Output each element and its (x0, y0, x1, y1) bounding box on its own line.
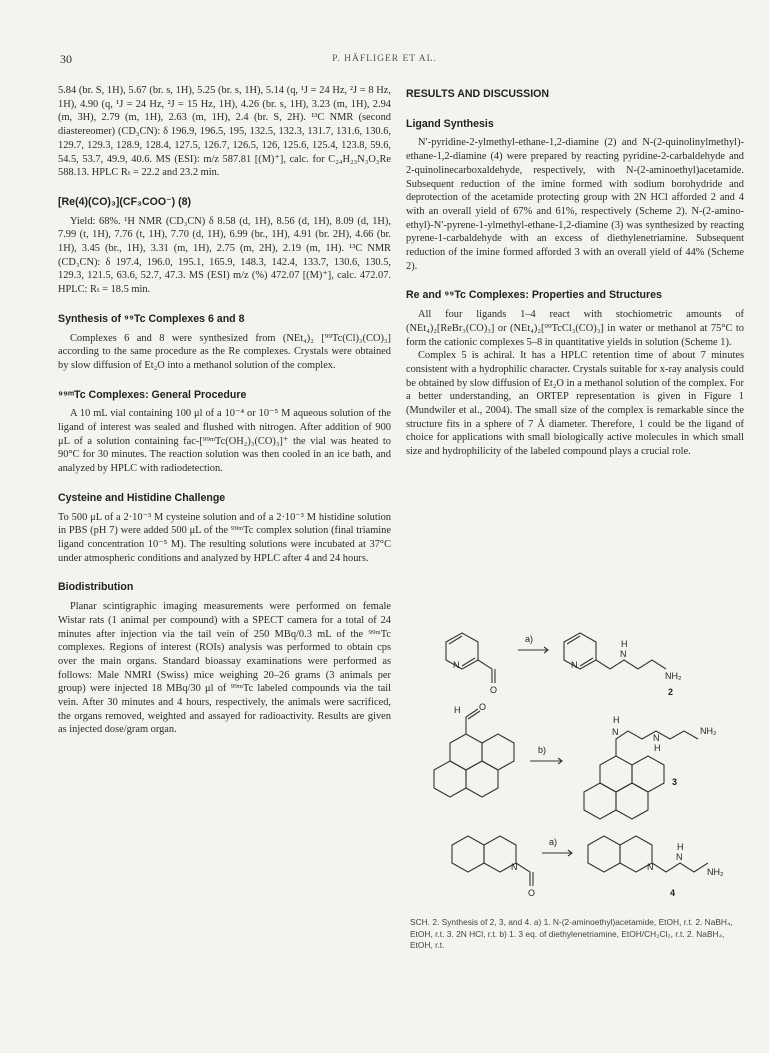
atom-label-n: N (653, 733, 660, 743)
atom-label-h: H (677, 842, 684, 852)
atom-label-o: O (479, 702, 487, 712)
scheme-step-a-label: a) (525, 634, 534, 644)
atom-label-n: N (612, 727, 619, 737)
atom-label-o: O (528, 888, 536, 898)
complexes-paragraph-2: Complex 5 is achiral. It has a HPLC retention time of about 7 minutes consistent with a hydrophilic character. Crystals suitable for x-ray analysis could be obtained by slow diffusion of Et₂O in a methanol solution of the complex. For a better understanding, an ORTEP representation is given in Figure 1 (Mundwiler et al., 2004). The small size of the complex is remarkable since the structure fits in a sphere of 7 Å diameter. Therefore, 1 could be the ligand of choice for applications with small biologically active molecules in which small size and hydrophilicity of the labeled compound plays a crucial role. (406, 350, 744, 458)
section-heading-re-complex-8: [Re(4)(CO)₃](CF₃COO⁻) (8) (58, 195, 192, 208)
complexes-paragraph-1: All four ligands 1–4 react with stochiometric amounts of (NEt₄)₂[ReBr₃(CO)₃] or (NEt₄)₂[⁹⁹TcCl₃(CO)₃] in water or methanol at 75°C to form the cationic complexes 5–8 in quantitative yields in solution (Scheme 1). (406, 309, 744, 348)
atom-label-h: H (621, 639, 628, 649)
atom-label-nh: N (620, 649, 627, 659)
biodistribution-paragraph: Planar scintigraphic imaging measurements were performed on female Wistar rats (1 animal per compound) with a SPECT camera for a total of 24 minutes after injection via the tail vein of 250 MBq/0.3 mL of the ⁹⁹ᵐTc complexes. Regions of interest (ROIs) analysis was performed to obtain cps over the main organs. Standard bioassay examinations were performed as follows: Male NMRI (Swiss) mice weighing 20–26 grams (3 animals per group) were injected 18 MBq/30 μl of ⁹⁹ᵐTc labeled compounds via the tail vein. After 30 minutes and 4 hours, respectively, the animals were sacrificed, the organs removed, weighted and assayed for radioactivity. Results are given as injected dose/gram organ. (58, 601, 391, 736)
compound-label-4: 4 (670, 888, 676, 898)
challenge-paragraph: To 500 μL of a 2·10⁻³ M cysteine solution and of a 2·10⁻³ M histidine solution in PBS (pH 7) were added 500 μL of the ⁹⁹ᵐTc complex solution (final triamine ligand concentration 10⁻⁵ M). The resulting solutions were incubated at 37°C under atmospheric conditions and analyzed by HPLC after 4 and 24 hours. (58, 511, 391, 564)
atom-label-h: H (613, 715, 620, 725)
atom-label-h-aldehyde: H (454, 705, 461, 715)
atom-label-nh2: NH₂ (707, 867, 724, 877)
section-heading-complexes: Re and ⁹⁹Tc Complexes: Properties and Structures (406, 289, 662, 302)
atom-label-n: N (571, 660, 578, 670)
section-heading-challenge: Cysteine and Histidine Challenge (58, 491, 226, 504)
atom-label-n: N (647, 862, 654, 872)
page-number: 30 (60, 52, 72, 66)
left-column (58, 84, 391, 737)
tc99-synthesis-paragraph: Complexes 6 and 8 were synthesized from (NEt₄)₂ [⁹⁹Tc(Cl)₃(CO)₃] according to the same procedure as the Re complexes. Crystals were obtained by slow diffusion of Et₂O into a methanol solution of the complex. (58, 332, 391, 371)
re-complex-8-paragraph: Yield: 68%. ¹H NMR (CD₃CN) δ 8.58 (d, 1H), 8.56 (d, 1H), 8.09 (d, 1H), 7.99 (t, 1H), 7.76 (t, 1H), 7.70 (d, 1H), 6.99 (br., 1H), 4.91 (br. 2H), 4.66 (br. 1H), 3.45 (br., 1H), 3.31 (m, 1H), 2.75 (m, 2H), 2.19 (m, 1H). ¹³C NMR (CD₃CN): δ 197.4, 196.0, 195.1, 165.9, 148.3, 142.4, 133.7, 130.6, 130.5, 129.3, 121.5, 63.6, 52.7, 47.3. MS (ESI) m/z (%) 472.07 [(M)⁺], calc. 472.07. HPLC: Rₜ = 18.5 min. (58, 215, 391, 296)
right-column (406, 84, 744, 459)
compound-label-2: 2 (668, 687, 674, 697)
atom-label-n: N (453, 660, 460, 670)
atom-label-h: H (654, 743, 661, 753)
tc99m-procedure-paragraph: A 10 mL vial containing 100 μl of a 10⁻⁴ or 10⁻⁵ M aqueous solution of the ligand of interest was sealed and flushed with nitrogen. After addition of 900 μL of a solution containing fac-[⁹⁹ᵐTc(OH₂)₃(CO)₃]⁺ the vial was heated to 90°C for 30 minutes. The reaction solution was then cooled in an ice bath, and analyzed by HPLC with radiodetection. (58, 408, 391, 475)
section-heading-ligand-synthesis: Ligand Synthesis (406, 117, 494, 130)
atom-label-n: N (676, 852, 683, 862)
section-heading-biodistribution: Biodistribution (58, 581, 134, 594)
scheme-caption: SCH. 2. Synthesis of 2, 3, and 4. a) 1. N-(2-aminoethyl)acetamide, EtOH, r.t. 2. NaBH₄, EtOH, r.t. 3. 2N HCl, r.t. b) 1. 3 eq. of diethylenetriamine, EtOH/CH₂Cl₂, r.t. 2. NaBH₄, EtOH, r.t. (410, 917, 733, 950)
running-head: P. HÄFLIGER ET AL. (332, 54, 437, 64)
scheme-2-figure (410, 613, 750, 903)
section-heading-tc99-synthesis: Synthesis of ⁹⁹Tc Complexes 6 and 8 (58, 312, 245, 325)
section-heading-results: RESULTS AND DISCUSSION (406, 88, 550, 100)
nmr-continuation-paragraph: 5.84 (br. S, 1H), 5.67 (br. s, 1H), 5.25 (br. s, 1H), 5.14 (q, ¹J = 24 Hz, ²J = 8 Hz, 1H), 4.90 (q, ¹J = 24 Hz, ²J = 15 Hz, 1H), 4.26 (br. s, 1H), 3.23 (m, 1H), 2.94 (m, 3H), 2.79 (m, 1H), 2.63 (m, 1H), 2.4 (br. S, 2H). ¹³C NMR (second diastereomer) (CD₃CN): δ 196.9, 196.5, 195, 132.5, 132.3, 131.7, 131.6, 130.6, 129.7, 129.3, 128.9, 128.4, 127.5, 126.7, 126.5, 126, 125.6, 125.4, 123.8, 59.6, 54.5, 53.7, 49.9, 40.6. MS (ESI): m/z 587.81 [(M)⁺], calc. for C₂₄H₂₃N₃O₃Re 588.13. HPLC Rₜ = 22.2 and 23.2 min. (58, 85, 391, 179)
atom-label-n: N (511, 862, 518, 872)
scheme-step-a-label-2: a) (549, 837, 558, 847)
section-heading-tc99m-procedure: ⁹⁹ᵐTc Complexes: General Procedure (58, 388, 247, 401)
compound-label-3: 3 (672, 777, 678, 787)
atom-label-nh2: NH₂ (700, 726, 717, 736)
scheme-step-b-label: b) (538, 745, 547, 755)
atom-label-o: O (490, 685, 498, 695)
atom-label-nh2: NH₂ (665, 671, 682, 681)
ligand-synthesis-paragraph: N′-pyridine-2-ylmethyl-ethane-1,2-diamine (2) and N-(2-quinolinylmethyl)-ethane-1,2-diamine (4) were prepared by reacting pyridine-2-carbaldehyde and 2-quinolinecarboxaldehyde, respectively, with N-(2-aminoethyl)acetamide. Subsequent reduction of the imine formed with sodium borohydride and deprotection of the acetamide protecting group with 2N HCl afforded 2 and 4 with an overall yield of 67% and 61%, respectively (Scheme 2). N-(2-amino-ethyl)-N′-pyrene-1-ylmethyl-ethane-1,2-diamine (3) was synthesized by reacting pyrene-1-carbaldehyde with an excess of diethylenetriamine. Subsequent reduction of the imine formed afforded 3 with an overall yield of 44% (Scheme 2). (406, 137, 744, 272)
